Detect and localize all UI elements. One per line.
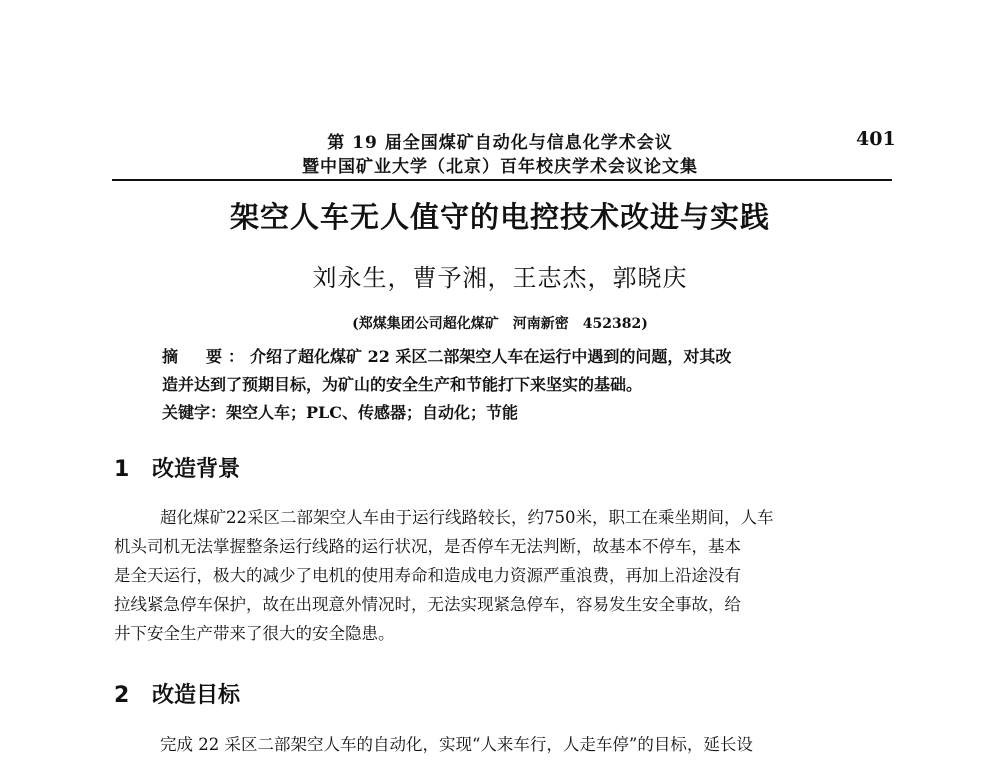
abstract-text-line-2: 造并达到了预期目标，为矿山的安全生产和节能打下来坚实的基础。: [162, 375, 643, 394]
section-number: 1: [114, 457, 130, 482]
keywords-line: [162, 399, 882, 427]
paragraph-line: 拉线紧急停车保护，故在出现意外情况时，无法实现紧急停车，容易发生安全事故，给: [114, 595, 741, 614]
section-2-body: [114, 730, 894, 759]
paragraph-line: 井下安全生产带来了很大的安全隐患。: [114, 624, 395, 643]
section-title: 改造目标: [152, 683, 241, 708]
keywords-label: 关键字：: [162, 403, 227, 422]
author-affiliation: (郑煤集团公司超化煤矿 河南新密 452382): [352, 316, 648, 332]
keywords-text: 架空人车；PLC、传感器；自动化；节能: [226, 403, 519, 422]
abstract-label: 摘 要：: [162, 347, 251, 366]
section-number: 2: [114, 683, 130, 708]
conference-title-line-2: 暨中国矿业大学（北京）百年校庆学术会议论文集: [302, 157, 698, 177]
conference-title-line-1: 第 19 届全国煤矿自动化与信息化学术会议: [327, 133, 673, 153]
paragraph-line: 机头司机无法掌握整条运行线路的运行状况，是否停车无法判断，故基本不停车，基本: [114, 537, 741, 556]
paragraph-line: 是全天运行，极大的减少了电机的使用寿命和造成电力资源严重浪费，再加上沿途没有: [114, 566, 741, 585]
paragraph-line: 超化煤矿22采区二部架空人车由于运行线路较长，约750米，职工在乘坐期间，人车: [160, 508, 774, 527]
page-number: 401: [856, 128, 896, 150]
abstract-block: [162, 343, 882, 427]
section-heading-1: [114, 452, 240, 483]
paper-authors: 刘永生，曹予湘，王志杰，郭晓庆: [312, 264, 688, 292]
paragraph-line: 完成 22 采区二部架空人车的自动化，实现“人来车行，人走车停”的目标，延长设: [160, 735, 753, 754]
section-heading-2: [114, 678, 240, 709]
abstract-line-1: [162, 343, 882, 371]
section-1-body: [114, 503, 894, 648]
paper-title: 架空人车无人值守的电控技术改进与实践: [229, 200, 770, 234]
header-rule: [112, 179, 892, 181]
abstract-text-line-1: 介绍了超化煤矿 22 采区二部架空人车在运行中遇到的问题，对其改: [250, 347, 732, 366]
section-title: 改造背景: [152, 457, 241, 482]
abstract-line-2: [162, 371, 882, 399]
